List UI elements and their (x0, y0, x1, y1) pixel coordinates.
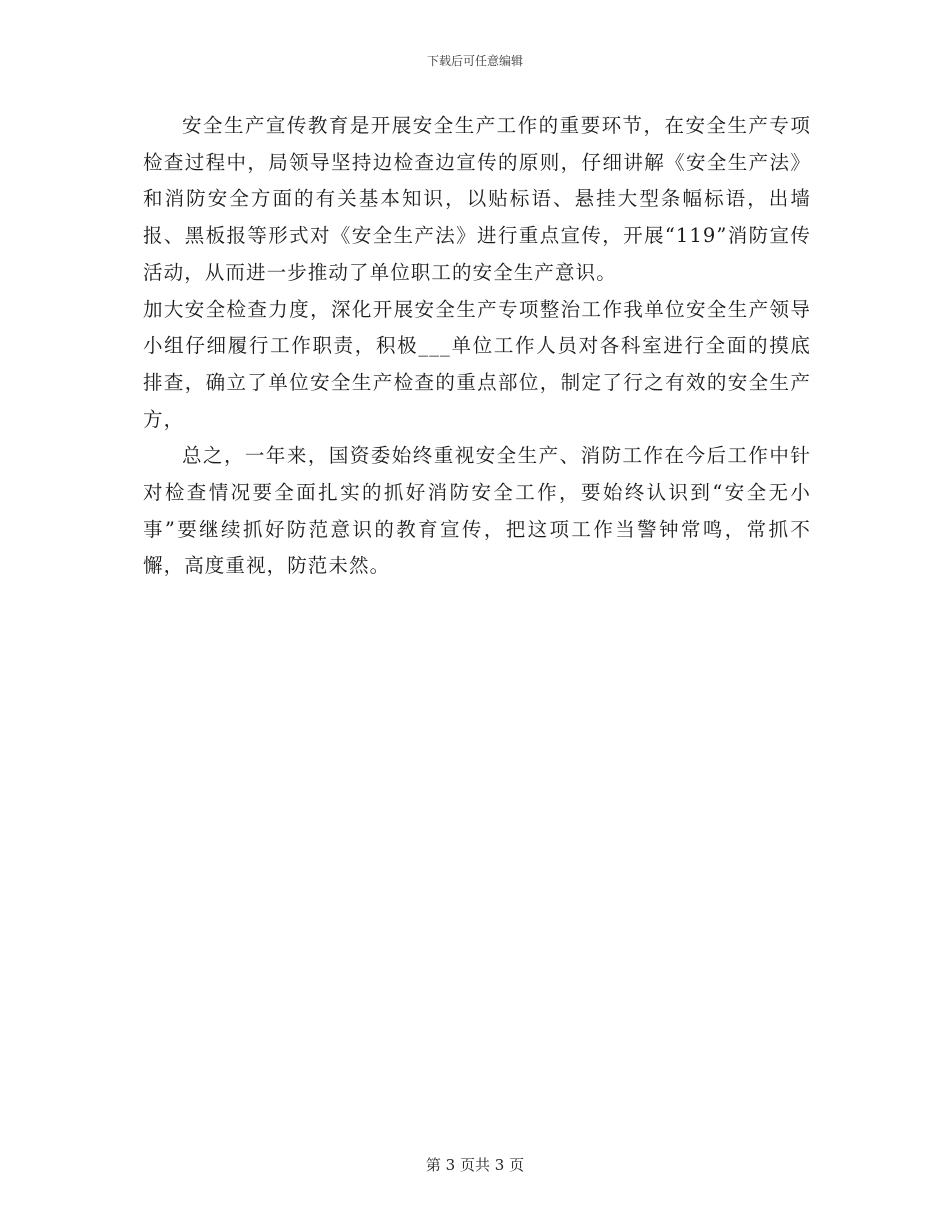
paragraph-summary: 总之，一年来，国资委始终重视安全生产、消防工作在今后工作中针对检查情况要全面扎实的抓好消防安全工作，要始终认识到“安全无小事”要继续抓好防范意识的教育宣传，把这项工作当警钟常鸣，常抓不懈，高度重视，防范未然。 (143, 444, 811, 578)
page-header: 下载后可任意编辑 (426, 54, 523, 68)
page-number: 第 3 页共 3 页 (425, 1156, 525, 1174)
paragraph-safety-inspection: 加大安全检查力度，深化开展安全生产专项整治工作我单位安全生产领导小组仔细履行工作职责，积极___单位工作人员对各科室进行全面的摸底排查，确立了单位安全生产检查的重点部位，制定了行之有效的安全生产方， (143, 297, 811, 431)
paragraph-safety-education: 安全生产宣传教育是开展安全生产工作的重要环节，在安全生产专项检查过程中，局领导坚持边检查边宣传的原则，仔细讲解《安全生产法》和消防安全方面的有关基本知识，以贴标语、悬挂大型条幅标语，出墙报、黑板报等形式对《安全生产法》进行重点宣传，开展“119”消防宣传活动，从而进一步推动了单位职工的安全生产意识。 (143, 114, 811, 284)
document-body (143, 108, 811, 585)
